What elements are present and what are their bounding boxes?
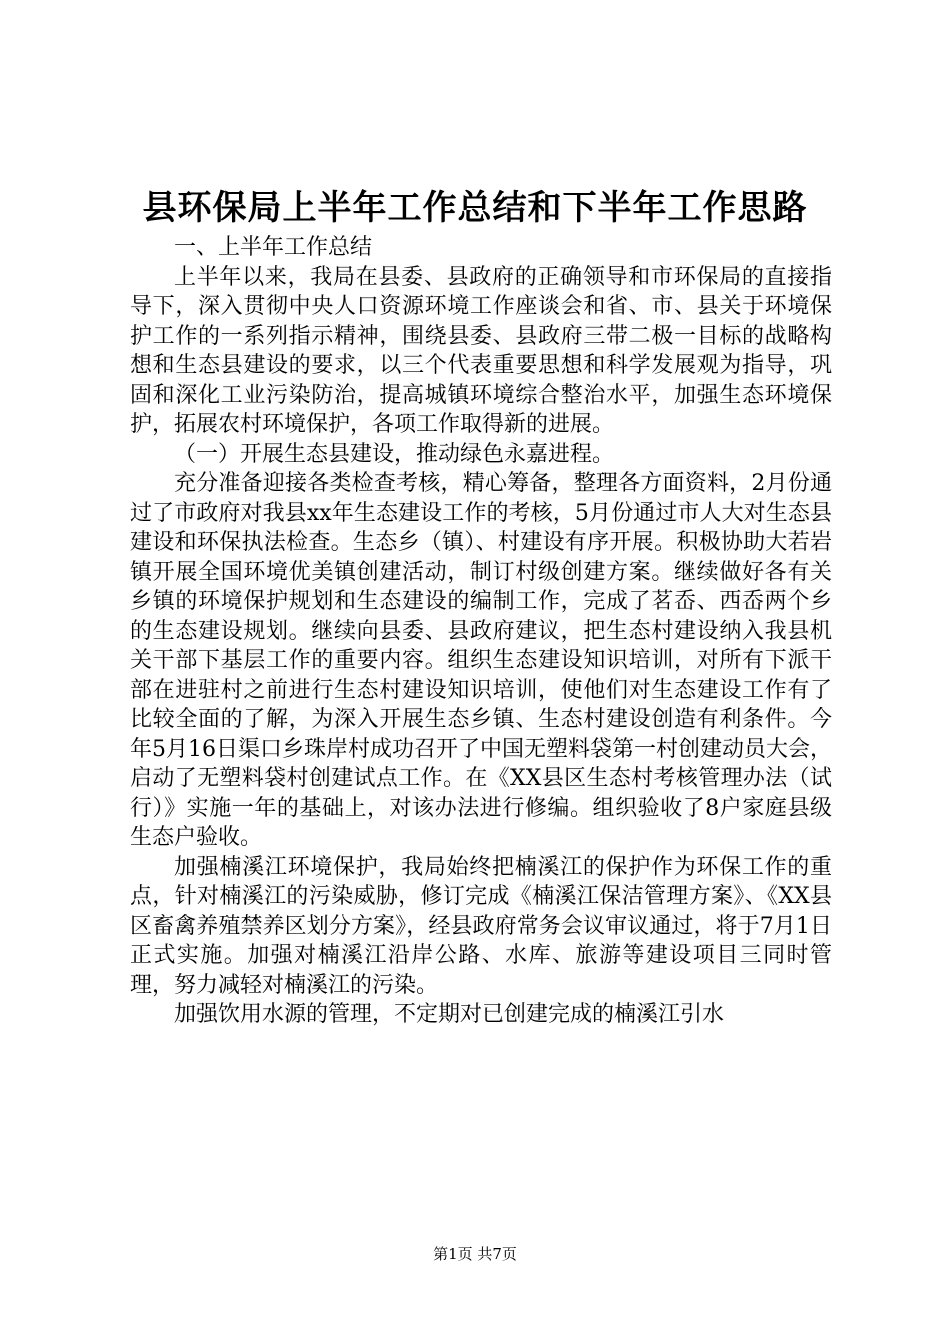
page-footer: 第1页 共7页	[433, 1245, 517, 1263]
document-title: 县环保局上半年工作总结和下半年工作思路	[142, 188, 808, 228]
paragraph-2: 充分准备迎接各类检查考核，精心筹备，整理各方面资料，2月份通过了市政府对我县xx年生态建设工作的考核，5月份通过市人大对生态县建设和环保执法检查。生态乡（镇）、村建设有序开展。积极协助大若岩镇开展全国环境优美镇创建活动，制订村级创建方案。继续做好各有关乡镇的环境保护规划和生态建设的编制工作，完成了茗岙、西岙两个乡的生态建设规划。继续向县委、县政府建议，把生态村建设纳入我县机关干部下基层工作的重要内容。组织生态建设知识培训，对所有下派干部在进驻村之前进行生态村建设知识培训，使他们对生态建设工作有了比较全面的了解，为深入开展生态乡镇、生态村建设创造有利条件。今年5月16日渠口乡珠岸村成功召开了中国无塑料袋第一村创建动员大会，启动了无塑料袋村创建试点工作。在《XX县区生态村考核管理办法（试行）》实施一年的基础上，对该办法进行修编。组织验收了8户家庭县级生态户验收。	[130, 471, 832, 850]
paragraph-4: 加强饮用水源的管理，不定期对已创建完成的楠溪江引水	[174, 1002, 725, 1027]
section-heading-1: 一、上半年工作总结	[174, 235, 373, 260]
document-body	[130, 233, 832, 1030]
section-heading-2: （一）开展生态县建设，推动绿色永嘉进程。	[174, 441, 615, 467]
paragraph-1: 上半年以来，我局在县委、县政府的正确领导和市环保局的直接指导下，深入贯彻中央人口资源环境工作座谈会和省、市、县关于环境保护工作的一系列指示精神，围绕县委、县政府三带二极一目标的战略构想和生态县建设的要求，以三个代表重要思想和科学发展观为指导，巩固和深化工业污染防治，提高城镇环境综合整治水平，加强生态环境保护，拓展农村环境保护，各项工作取得新的进展。	[130, 264, 832, 437]
paragraph-3: 加强楠溪江环境保护，我局始终把楠溪江的保护作为环保工作的重点，针对楠溪江的污染威胁，修订完成《楠溪江保洁管理方案》、《XX县区畜禽养殖禁养区划分方案》，经县政府常务会议审议通过，将于7月1日正式实施。加强对楠溪江沿岸公路、水库、旅游等建设项目三同时管理，努力减轻对楠溪江的污染。	[130, 854, 832, 998]
